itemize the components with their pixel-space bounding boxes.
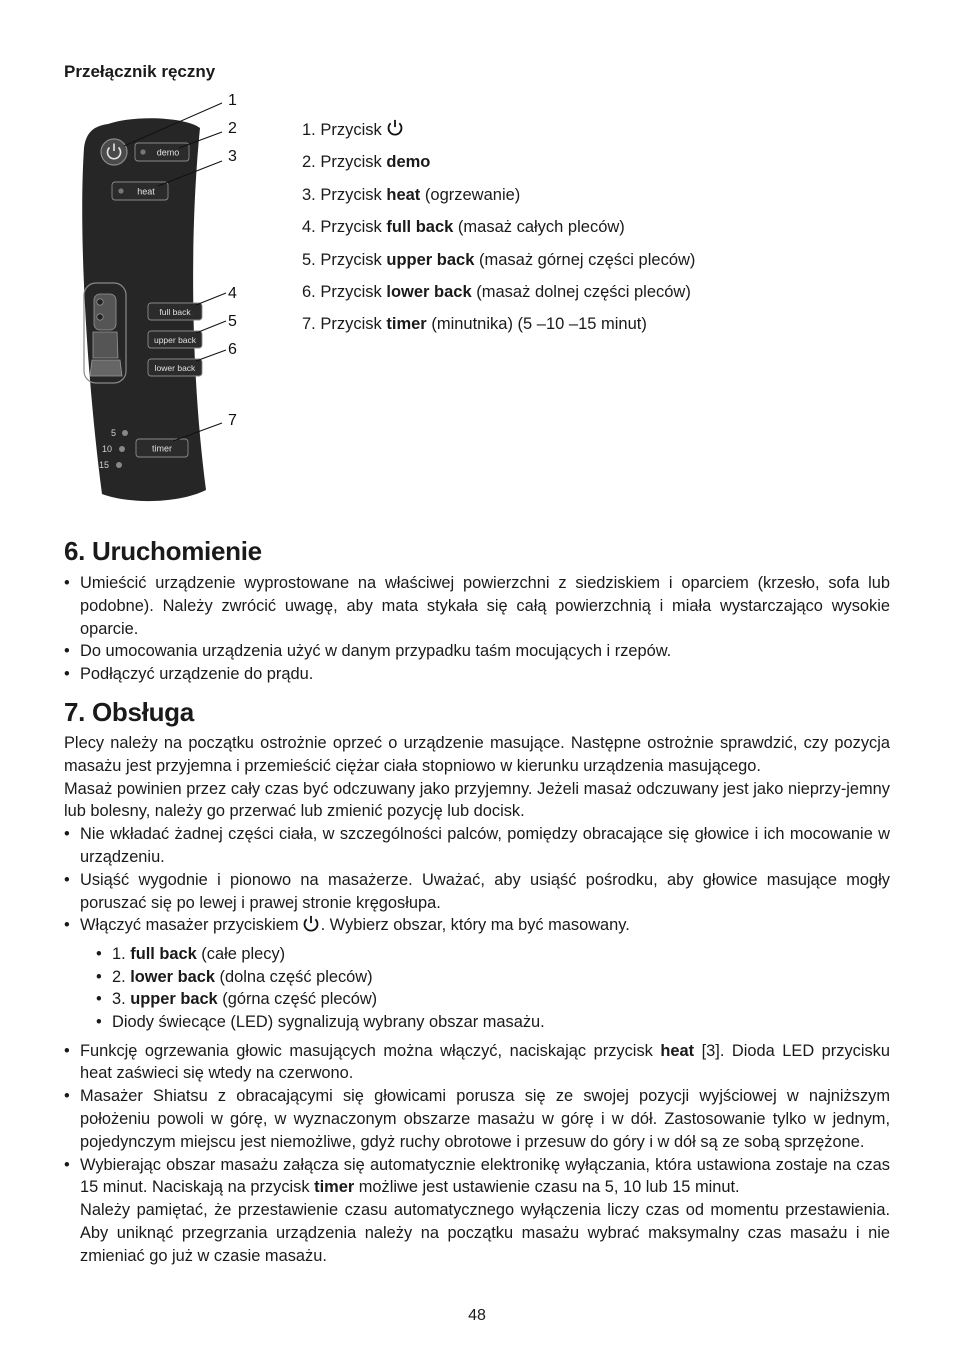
power-button[interactable]: [101, 139, 127, 165]
power-icon: [386, 119, 404, 137]
list-item: • Wybierając obszar masażu załącza się automatycznie elektronikę wyłączania, która ustawiona zostaje na czas 15 minut. Naciskają na przycisk timer możliwe jest ustawienie czasu na 5, 10 lub 15 minut. Należy pamiętać, że przestawienie czasu automatycznego wyłączenia liczy czas od momentu przestawienia. Aby uniknąć przegrzania urządzenia należy na początku masażu wybrać maksymalny czas masażu i nie zmieniać go już w czasie masażu.: [64, 1154, 890, 1268]
section-6-heading: 6. Uruchomienie: [64, 536, 262, 566]
list-item: • Masażer Shiatsu z obracającymi się głowicami porusza się ze swojej pozycji wyjściowej w najniższym położeniu powoli w górę, w wyznaczonym obszarze masażu w górę i w dół. Zastosowanie tylko w jednym, pojedynczym miejscu jest niemożliwe, gdyż ruchy obrotowe i przesuw do góry i w dół są ze sobą sprzężone.: [64, 1085, 890, 1153]
legend-item: 6. Przycisk lower back (masaż dolnej części pleców): [302, 282, 691, 301]
section-6-body: [64, 572, 890, 686]
timer-label: timer: [152, 443, 172, 454]
timer-button[interactable]: [136, 439, 188, 457]
remote-control-illustration: [78, 88, 258, 508]
list-item: • Diody świecące (LED) sygnalizują wybrany obszar masażu.: [96, 1011, 890, 1034]
heat-label: heat: [137, 186, 155, 197]
callout-2: 2: [228, 120, 237, 137]
page-number: 48: [468, 1307, 486, 1324]
timer-level-5: 5: [111, 428, 117, 438]
list-item: • Umieścić urządzenie wyprostowane na właściwej powierzchni z siedziskiem i oparciem (krzesło, sofa lub podobne). Należy zwrócić uwagę, aby mata stykała się całą powierzchnią i miała wystarczająco wysokie oparcie.: [64, 572, 890, 640]
legend-item: 4. Przycisk full back (masaż całych pleców): [302, 218, 625, 237]
callout-5: 5: [228, 313, 237, 330]
paragraph: Masaż powinien przez cały czas być odczuwany jako przyjemny. Jeżeli masaż odczuwany jest jako nieprzy-jemny lub bolesny, należy go przerwać lub zmienić pozycję lub docisk.: [64, 779, 890, 821]
legend-item: 1. Przycisk: [302, 118, 695, 150]
massage-area-list: [96, 943, 890, 1033]
callout-1: 1: [228, 92, 237, 109]
figure-subheading: Przełącznik ręczny: [64, 62, 216, 81]
power-icon: [302, 915, 320, 933]
list-item: • Do umocowania urządzenia użyć w danym przypadku taśm mocujących i rzepów.: [64, 640, 890, 663]
list-item: • Podłączyć urządzenie do prądu.: [64, 663, 890, 686]
callout-7: 7: [228, 412, 237, 429]
full-back-label: full back: [159, 307, 191, 317]
section-7-body: [64, 732, 890, 1268]
timer-level-15: 15: [99, 460, 110, 470]
legend-item: 3. Przycisk heat (ogrzewanie): [302, 185, 521, 204]
heat-button[interactable]: [112, 182, 168, 200]
callout-6: 6: [228, 341, 237, 358]
demo-label: demo: [156, 147, 180, 158]
legend-item: 7. Przycisk timer (minutnika) (5 –10 –15 minut): [302, 315, 647, 334]
timer-level-10: 10: [102, 444, 113, 454]
list-item: • 3. upper back (górna część pleców): [96, 988, 890, 1011]
full-back-button[interactable]: [148, 303, 202, 320]
list-item: • Usiąść wygodnie i pionowo na masażerze. Uważać, aby usiąść pośrodku, aby głowice masujące mogły poruszać się po lewej i prawej stronie kręgosłupa.: [64, 869, 890, 915]
legend-item: 2. Przycisk demo: [302, 153, 431, 172]
upper-back-label: upper back: [153, 335, 197, 345]
legend-item: 5. Przycisk upper back (masaż górnej części pleców): [302, 250, 696, 269]
upper-back-button[interactable]: [148, 331, 202, 348]
paragraph: Plecy należy na początku ostrożnie oprzeć o urządzenie masujące. Następne ostrożnie sprawdzić, czy pozycja masażu jest przyjemna i przemieścić ciężar ciała stopniowo w kierunku urządzenia masującego.: [64, 734, 890, 775]
demo-button[interactable]: [135, 143, 189, 161]
list-item: • Funkcję ogrzewania głowic masujących można włączyć, naciskając przycisk heat [3]. Dioda LED przycisku heat zaświeci się wtedy na czerwono.: [64, 1040, 890, 1086]
list-item: • Nie wkładać żadnej części ciała, w szczególności palców, pomiędzy obracające się głowice i ich mocowanie w urządzeniu.: [64, 823, 890, 869]
callout-3: 3: [228, 148, 237, 165]
button-legend-list: [302, 118, 695, 345]
lower-back-label: lower back: [154, 363, 196, 373]
callout-numbers: [228, 92, 237, 429]
list-item: • 1. full back (całe plecy): [96, 943, 890, 966]
callout-4: 4: [228, 285, 237, 302]
list-item: • Włączyć masażer przyciskiem . Wybierz obszar, który ma być masowany. • 1. full back (całe plecy) • 2. lower back (dolna część pleców) • 3. upper back (górna część pleców) • Diody świecące (LED) sygnalizują wybrany obszar masażu.: [64, 914, 890, 1033]
list-item: • 2. lower back (dolna część pleców): [96, 966, 890, 989]
lower-back-button[interactable]: [148, 359, 202, 376]
section-7-heading: 7. Obsługa: [64, 697, 194, 727]
